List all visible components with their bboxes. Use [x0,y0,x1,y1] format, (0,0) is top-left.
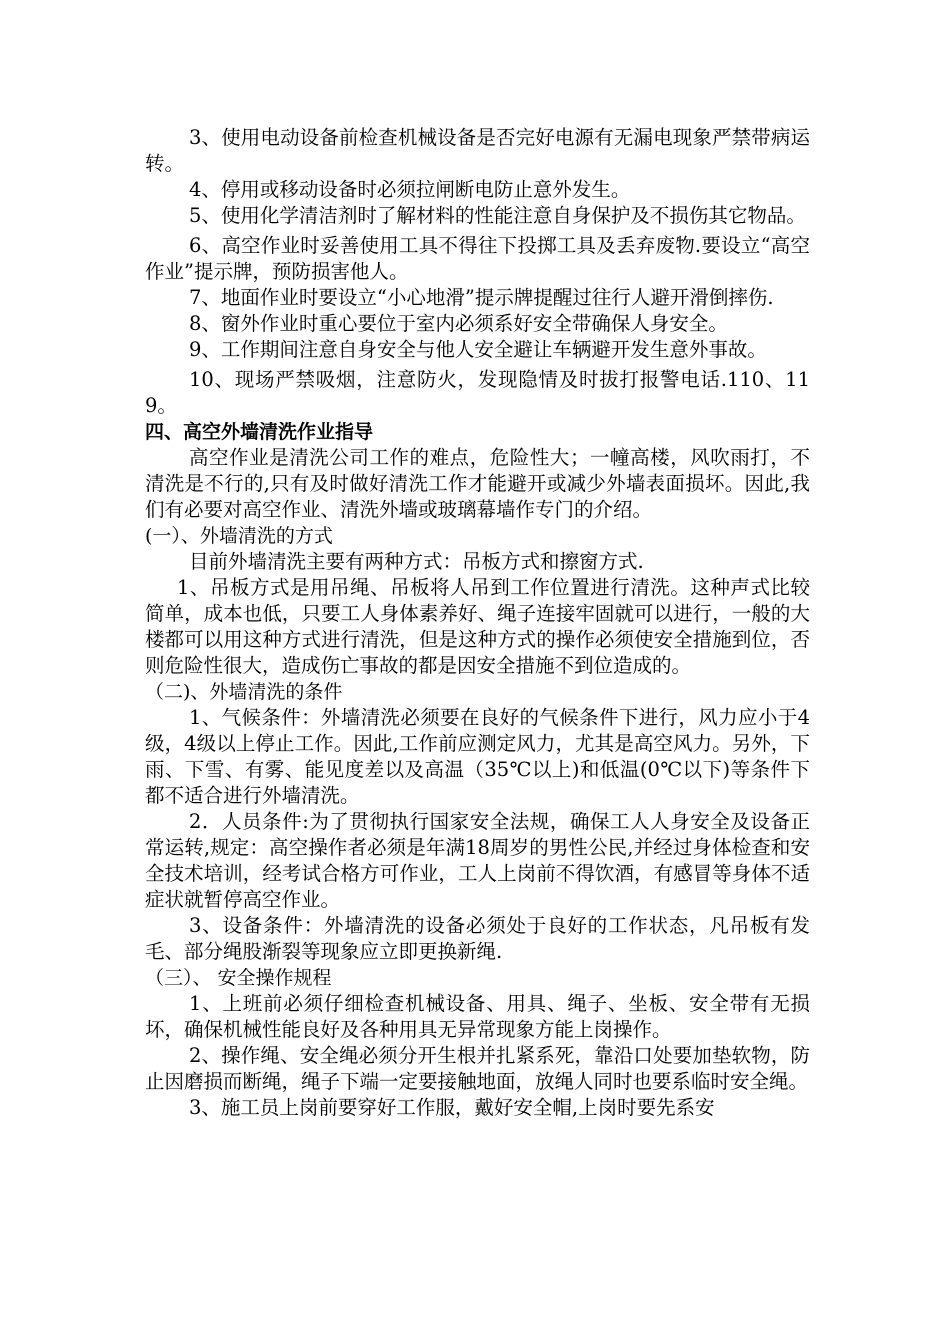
safety-rule-2: 2、操作绳、安全绳必须分开生根并扎紧系死，靠沿口处要加垫软物，防止因磨损而断绳，绳子下端一定要接触地面，放绳人同时也要系临时安全绳。 [145,1044,810,1093]
subheading-safety-rules: （三）、 安全操作规程 [145,967,332,989]
paragraph-item-6: 6、高空作业时妥善使用工具不得往下投掷工具及丢弃废物.要设立“高空作业”提示牌，预防损害他人。 [145,234,810,283]
safety-rule-3: 3、施工员上岗前要穿好工作服，戴好安全帽,上岗时要先系安 [189,1096,715,1119]
section-heading: 四、高空外墙清洗作业指导 [145,421,374,443]
subheading-conditions: （二)、外墙清洗的条件 [145,681,343,703]
safety-rule-1: 1、上班前必须仔细检查机械设备、用具、绳子、坐板、安全带有无损坏，确保机械性能良好及各种用具无异常现象方能上岗操作。 [145,992,810,1041]
paragraph-item-7: 7、地面作业时要设立“小心地滑”提示牌提醒过往行人避开滑倒摔伤. [189,286,774,309]
paragraph-item-3: 3、使用电动设备前检查机械设备是否完好电源有无漏电现象严禁带病运转。 [145,126,810,175]
document-page [145,125,810,1121]
paragraph-item-8: 8、窗外作业时重心要位于室内必须系好安全带确保人身安全。 [189,312,728,335]
personnel-condition-paragraph: 2．人员条件:为了贯彻执行国家安全法规，确保工人人身安全及设备正常运转,规定：高空操作者必须是年满18周岁的男性公民,并经过身体检查和安全技术培训，经考试合格方可作业，工人上岗前不得饮酒，有感冒等身体不适症状就暂停高空作业。 [145,810,810,911]
intro-paragraph: 高空作业是清洗公司工作的难点，危险性大；一幢高楼，风吹雨打，不清洗是不行的,只有及时做好清洗工作才能避开或减少外墙表面损坏。因此,我们有必要对高空作业、清洗外墙或玻璃幕墙作专门的介绍。 [145,446,810,521]
equipment-condition-paragraph: 3、设备条件：外墙清洗的设备必须处于良好的工作状态，凡吊板有发毛、部分绳股渐裂等现象应立即更换新绳. [145,914,810,963]
methods-paragraph: 目前外墙清洗主要有两种方式：吊板方式和擦窗方式. [189,550,644,573]
paragraph-item-4: 4、停用或移动设备时必须拉闸断电防止意外发生。 [189,178,631,201]
subheading-methods: (一）、外墙清洗的方式 [145,525,333,547]
paragraph-item-10: 10、现场严禁吸烟，注意防火，发现隐情及时拔打报警电话.110、119。 [145,368,810,417]
weather-condition-paragraph: 1、气候条件：外墙清洗必须要在良好的气候条件下进行，风力应小于4级，4级以上停止工作。因此,工作前应测定风力，尤其是高空风力。另外，下雨、下雪、有雾、能见度差以及高温（35℃以上)和低温(0℃以下)等条件下都不适合进行外墙清洗。 [145,706,810,807]
paragraph-item-5: 5、使用化学清洁剂时了解材料的性能注意自身保护及不损伤其它物品。 [189,204,806,227]
paragraph-item-9: 9、工作期间注意自身安全与他人安全避让车辆避开发生意外事故。 [189,338,767,361]
hanging-board-paragraph: 1、吊板方式是用吊绳、吊板将人吊到工作位置进行清洗。这种声式比较简单，成本也低，只要工人身体素养好、绳子连接牢固就可以进行，一般的大楼都可以用这种方式进行清洗，但是这种方式的操作必须使安全措施到位，否则危险性很大，造成伤亡事故的都是因安全措施不到位造成的。 [145,576,810,677]
